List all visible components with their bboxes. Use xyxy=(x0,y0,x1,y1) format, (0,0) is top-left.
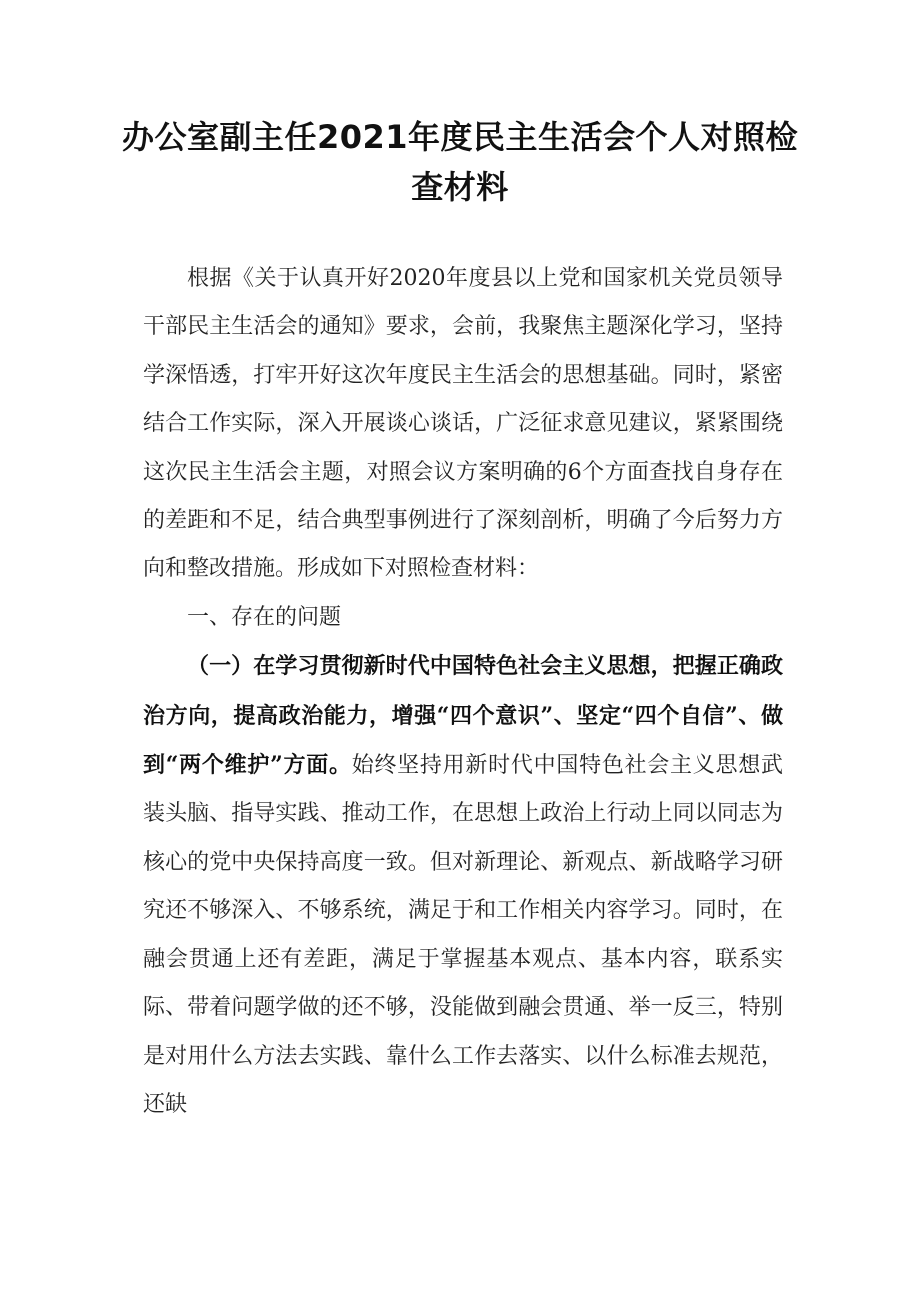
subsection-lead: （一）在学习贯彻新时代中国特色社会主义思想，把握正确政治方向，提高政治能力，增强“四个意识”、坚定“四个自信”、做到“两个维护”方面。 xyxy=(143,653,783,779)
subsection-paragraph xyxy=(143,642,783,1129)
intro-paragraph: 根据《关于认真开好2020年度县以上党和国家机关党员领导干部民主生活会的通知》要求，会前，我聚焦主题深化学习，坚持学深悟透，打牢开好这次年度民主生活会的思想基础。同时，紧密结合工作实际，深入开展谈心谈话，广泛征求意见建议，紧紧围绕这次民主生活会主题，对照会议方案明确的6个方面查找自身存在的差距和不足，结合典型事例进行了深刻剖析，明确了今后努力方向和整改措施。形成如下对照检查材料： xyxy=(143,266,783,582)
document-title: 办公室副主任2021年度民主生活会个人对照检查材料 xyxy=(121,118,799,206)
subsection-body: 始终坚持用新时代中国特色社会主义思想武装头脑、指导实践、推动工作，在思想上政治上行动上同以同志为核心的党中央保持高度一致。但对新理论、新观点、新战略学习研究还不够深入、不够系统，满足于和工作相关内容学习。同时，在融会贯通上还有差距，满足于掌握基本观点、基本内容，联系实际、带着问题学做的还不够，没能做到融会贯通、举一反三，特别是对用什么方法去实践、靠什么工作去落实、以什么标准去规范，还缺 xyxy=(143,753,783,1117)
document-body xyxy=(143,255,783,1129)
section-heading: 一、存在的问题 xyxy=(187,604,342,630)
